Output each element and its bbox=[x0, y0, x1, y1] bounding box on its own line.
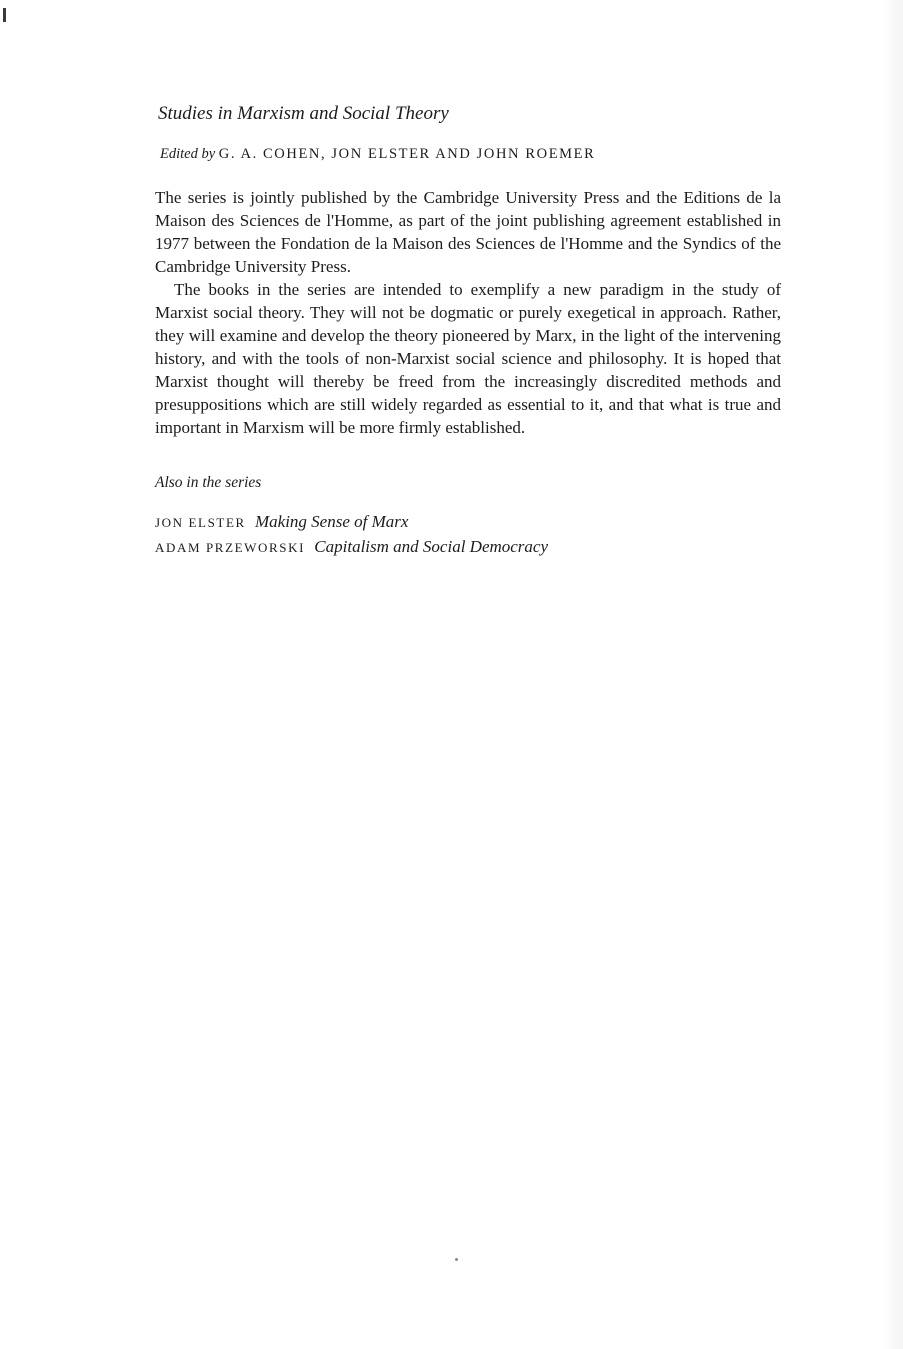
scan-smudge bbox=[455, 1258, 458, 1261]
series-paragraph-2: The books in the series are intended to exemplify a new paradigm in the study of Marxist social theory. They will not be dogmatic or purely exegetical in approach. Rather, they will examine and develop the theory pioneered by Marx, in the light of the intervening history, and with the tools of non-Marxist social science and philosophy. It is hoped that Marxist thought will thereby be freed from the increasingly discredited methods and presuppositions which are still widely regarded as essential to it, and that what is true and important in Marxism will be more firmly established. bbox=[155, 280, 781, 437]
scan-artifact-mark bbox=[3, 8, 6, 22]
editors-names: G. A. COHEN, JON ELSTER AND JOHN ROEMER bbox=[218, 146, 596, 162]
series-title: Studies in Marxism and Social Theory bbox=[158, 103, 449, 124]
book-title: Making Sense of Marx bbox=[255, 512, 409, 531]
also-in-series-list bbox=[155, 510, 781, 560]
book-author: JON ELSTER bbox=[155, 515, 246, 530]
series-page bbox=[155, 100, 781, 560]
series-paragraph-1: The series is jointly published by the Cambridge University Press and the Editions de la Maison des Sciences de l'Homme, as part of the joint publishing agreement established in 1977 between the Fondation de la Maison des Sciences de l'Homme and the Syndics of the Cambridge University Press. bbox=[155, 188, 781, 276]
also-in-series-heading: Also in the series bbox=[155, 474, 262, 491]
book-title: Capitalism and Social Democracy bbox=[314, 537, 549, 556]
edited-by-prefix: Edited by bbox=[160, 146, 216, 162]
page-edge-shadow bbox=[881, 0, 903, 1349]
edited-by-line bbox=[160, 144, 781, 164]
list-item bbox=[155, 510, 781, 535]
book-author: ADAM PRZEWORSKI bbox=[155, 540, 306, 555]
list-item bbox=[155, 535, 781, 560]
